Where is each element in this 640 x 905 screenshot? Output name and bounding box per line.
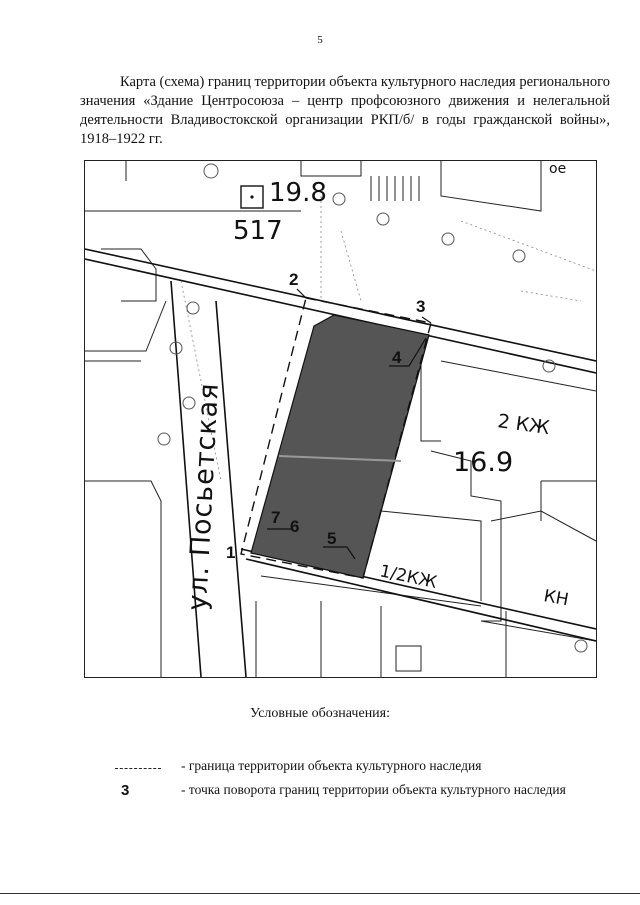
- page-bottom-rule: [0, 893, 640, 894]
- legend-point-text: - точка поворота границ территории объекта культурного наследия: [181, 782, 566, 797]
- stairs-symbol: [371, 176, 419, 201]
- map-scheme: [84, 160, 597, 678]
- building-floors-right-label: 2 КЖ: [496, 410, 551, 440]
- legend-title: Условные обозначения:: [249, 706, 391, 721]
- page-number: 5: [317, 34, 323, 46]
- page-title: Карта (схема) границ территории объекта культурного наследия регионального значения «Здание Центросоюза – центр профсоюзного движения и нелегальной деятельности Владивостокской организации РКП/б/ в годы гражданской войны», 1918–1922 гг.: [80, 74, 610, 147]
- building-kn-label: КН: [542, 586, 571, 611]
- turning-point-4: 4: [392, 348, 402, 367]
- turning-point-3: 3: [416, 297, 426, 316]
- turning-point-6: 6: [290, 517, 300, 536]
- elevation-top-label: 19.8: [269, 178, 327, 208]
- building-floors-bottom-label: 1/2КЖ: [377, 561, 439, 593]
- map-drawing: [85, 161, 596, 677]
- turning-point-1: 1: [226, 543, 236, 562]
- heritage-building: [251, 315, 429, 578]
- turning-point-2: 2: [289, 270, 299, 289]
- partial-label-top-right: ое: [549, 161, 567, 177]
- legend-boundary-text: - граница территории объекта культурного наследия: [181, 758, 482, 773]
- elevation-right-label: 16.9: [453, 447, 514, 478]
- parcel-number-label: 517: [233, 216, 283, 246]
- street-label: ул. Посьетская: [182, 381, 225, 612]
- survey-marker: [241, 186, 263, 208]
- turning-point-5: 5: [327, 529, 337, 548]
- turning-point-7: 7: [271, 508, 281, 527]
